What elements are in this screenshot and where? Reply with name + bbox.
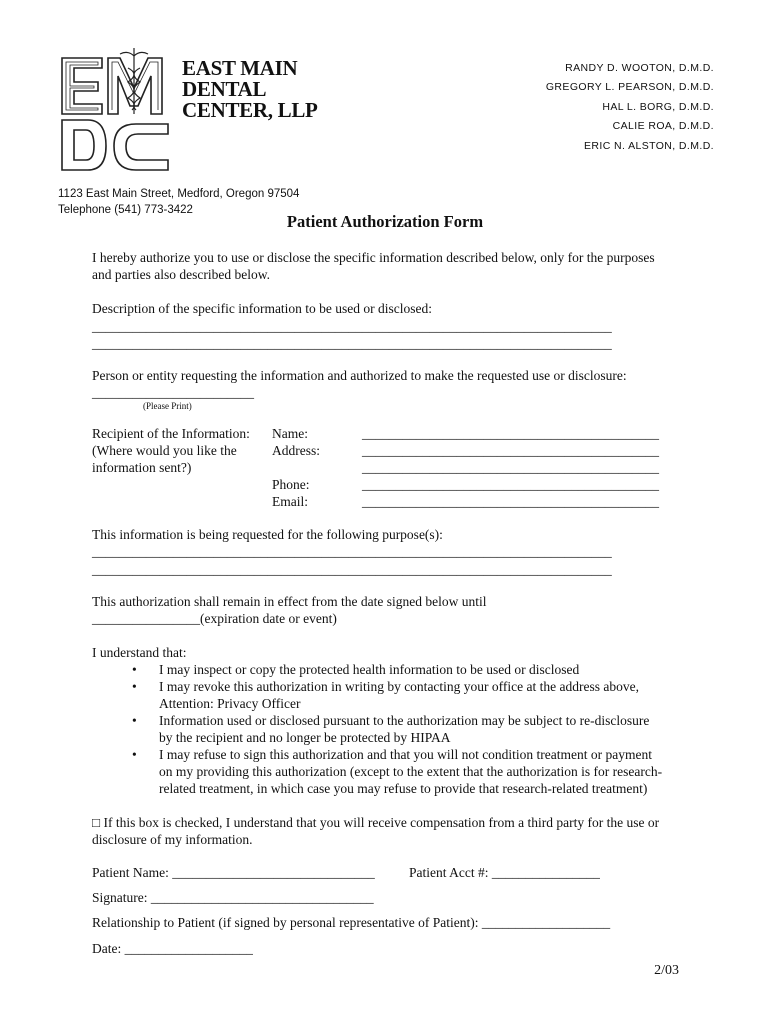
list-item <box>132 678 662 712</box>
compensation-checkbox-statement[interactable] <box>92 814 659 848</box>
requester-label: Person or entity requesting the information and authorized to make the requested use or disclosure: <box>92 368 627 383</box>
acknowledgement-list <box>132 661 662 797</box>
doctor-name: GREGORY L. PEARSON, D.M.D. <box>545 81 714 94</box>
list-item-line: I may refuse to sign this authorization and that you will not condition treatment or payment <box>159 747 653 762</box>
intro-line: I hereby authorize you to use or disclose the specific information described below, only for the purposes <box>92 250 655 265</box>
bullet-icon: • <box>132 747 137 762</box>
doctor-name: HAL L. BORG, D.M.D. <box>602 100 714 113</box>
list-item <box>132 746 662 797</box>
list-item <box>132 712 662 746</box>
practice-name-line: DENTAL <box>182 77 267 101</box>
list-item-line: I may inspect or copy the protected health information to be used or disclosed <box>159 662 580 677</box>
date-field[interactable]: Date: ___________________ <box>92 941 253 956</box>
patient-acct-field[interactable]: Patient Acct #: ________________ <box>409 865 600 880</box>
recipient-name-field[interactable]: ____________________________________________ <box>362 426 659 441</box>
list-item <box>132 661 662 678</box>
list-item-line: on my providing this authorization (except to the extent that the authorization is for research- <box>159 764 663 779</box>
effect-line: This authorization shall remain in effect from the date signed below until <box>92 594 487 609</box>
recipient-address-field[interactable]: ____________________________________________ <box>362 443 659 458</box>
recipient-phone-label: Phone: <box>272 477 310 492</box>
doctor-name: RANDY D. WOOTON, D.M.D. <box>565 62 714 74</box>
list-item-line: related treatment, in which case you may refuse to provide that research-related treatment) <box>159 781 648 796</box>
understand-label: I understand that: <box>92 645 187 660</box>
list-item-line: by the recipient and no longer be protected by HIPAA <box>159 730 451 745</box>
description-label: Description of the specific information to be used or disclosed: <box>92 301 433 316</box>
bullet-icon: • <box>132 713 137 728</box>
list-item-line: Information used or disclosed pursuant to the authorization may be subject to re-disclosure <box>159 713 650 728</box>
intro-line: and parties also described below. <box>92 267 270 282</box>
form-revision: 2/03 <box>654 963 679 978</box>
checkbox-line[interactable]: □ If this box is checked, I understand that you will receive compensation from a third party for the use or <box>92 815 660 830</box>
recipient-label-line: (Where would you like the <box>92 443 237 458</box>
purpose-label: This information is being requested for the following purpose(s): <box>92 527 443 542</box>
recipient-address-field-2[interactable]: ____________________________________________ <box>362 460 659 475</box>
purpose-blank-line[interactable]: _____________________________________________________________________________ <box>92 562 612 577</box>
description-blank-line[interactable]: _____________________________________________________________________________ <box>92 336 612 351</box>
recipient-label-line: Recipient of the Information: <box>92 426 250 441</box>
please-print-note: (Please Print) <box>143 401 192 411</box>
recipient-address-label: Address: <box>272 443 320 458</box>
purpose-blank-line[interactable]: _____________________________________________________________________________ <box>92 544 612 559</box>
recipient-email-label: Email: <box>272 494 308 509</box>
list-item-line: Attention: Privacy Officer <box>159 696 301 711</box>
recipient-name-label: Name: <box>272 426 308 441</box>
recipient-label-line: information sent?) <box>92 460 192 475</box>
requester-blank-line[interactable]: ________________________ <box>92 385 254 400</box>
list-item-line: I may revoke this authorization in writing by contacting your office at the address above, <box>159 679 639 694</box>
doctor-name: CALIE ROA, D.M.D. <box>612 120 714 133</box>
bullet-icon: • <box>132 679 137 694</box>
relationship-field[interactable]: Relationship to Patient (if signed by personal representative of Patient): ___________________ <box>92 915 611 930</box>
practice-name-line: CENTER, LLP <box>182 98 318 122</box>
street-address: 1123 East Main Street, Medford, Oregon 97504 <box>58 188 300 200</box>
telephone: Telephone (541) 773-3422 <box>58 204 193 216</box>
recipient-phone-field[interactable]: ____________________________________________ <box>362 477 659 492</box>
form-title: Patient Authorization Form <box>286 212 484 231</box>
signature-field[interactable]: Signature: _________________________________ <box>92 890 374 905</box>
description-blank-line[interactable]: _____________________________________________________________________________ <box>92 319 612 334</box>
recipient-email-field[interactable]: ____________________________________________ <box>362 494 659 509</box>
expiration-field[interactable]: ________________(expiration date or event) <box>92 611 337 626</box>
bullet-icon: • <box>132 662 137 677</box>
checkbox-line: disclosure of my information. <box>92 832 253 847</box>
practice-name <box>182 58 318 121</box>
patient-name-field[interactable]: Patient Name: ______________________________ <box>92 865 375 880</box>
doctor-name: ERIC N. ALSTON, D.M.D. <box>584 139 714 152</box>
recipient-label <box>92 425 250 476</box>
practice-name-line: EAST MAIN <box>182 56 298 80</box>
doctor-list <box>546 59 714 156</box>
emdc-logo <box>58 48 176 174</box>
intro-paragraph <box>92 249 655 283</box>
effect-statement <box>92 593 487 627</box>
